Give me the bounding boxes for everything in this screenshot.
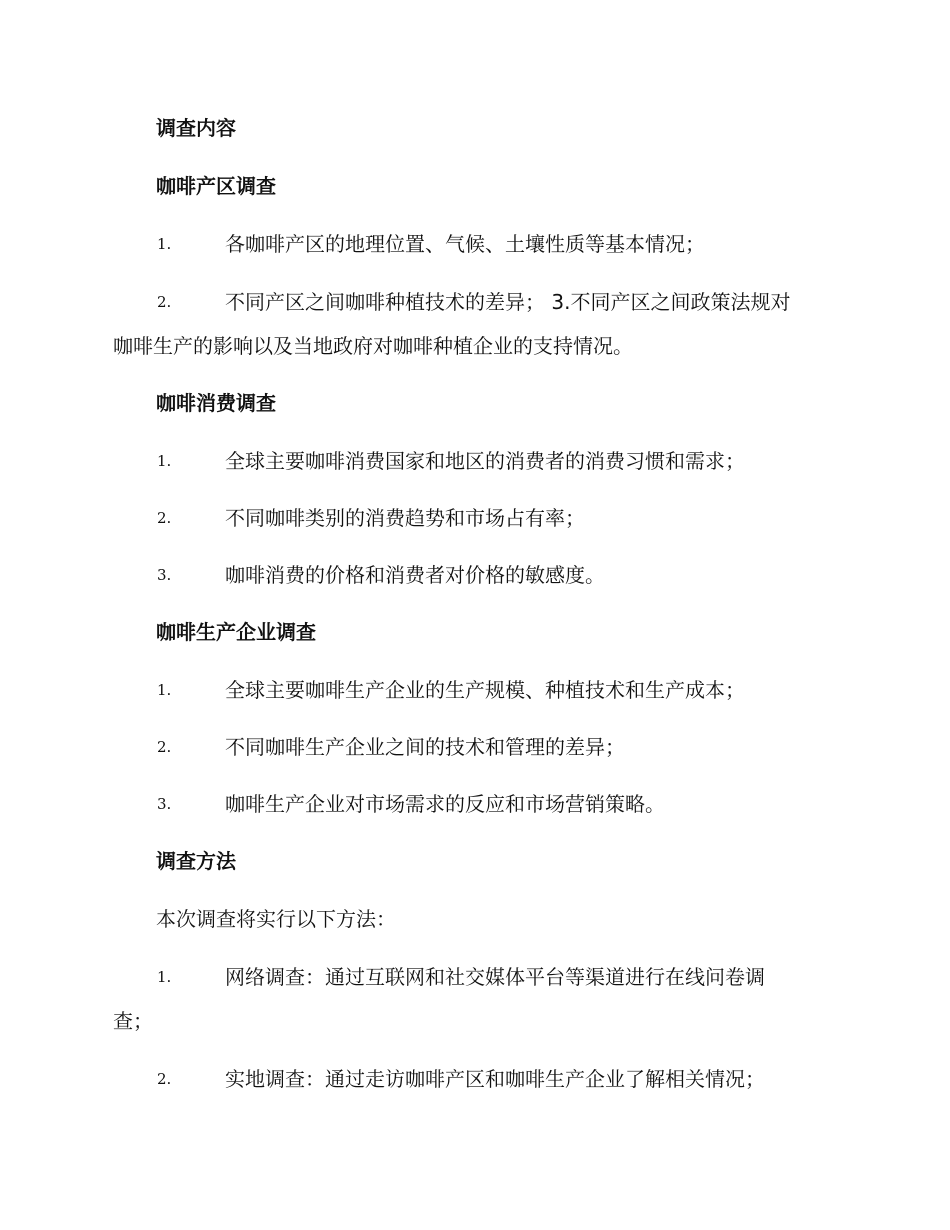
section-heading-origin: 咖啡产区调查: [156, 174, 276, 198]
list-item: 全球主要咖啡消费国家和地区的消费者的消费习惯和需求；: [225, 449, 745, 473]
list-item: 实地调查：通过走访咖啡产区和咖啡生产企业了解相关情况；: [225, 1067, 765, 1091]
list-item: 不同咖啡生产企业之间的技术和管理的差异；: [225, 735, 625, 759]
list-number: 2.: [157, 738, 172, 756]
list-item-continuation: 查；: [113, 1009, 153, 1033]
list-item: 全球主要咖啡生产企业的生产规模、种植技术和生产成本；: [225, 678, 745, 702]
list-item: 网络调查：通过互联网和社交媒体平台等渠道进行在线问卷调: [225, 965, 765, 989]
list-number: 3.: [157, 566, 172, 584]
list-number: 1.: [157, 968, 172, 986]
list-number: 1.: [157, 681, 172, 699]
list-item: 咖啡消费的价格和消费者对价格的敏感度。: [225, 563, 605, 587]
list-number: 2.: [157, 293, 172, 311]
list-number: 2.: [157, 509, 172, 527]
list-item: 不同咖啡类别的消费趋势和市场占有率；: [225, 506, 585, 530]
list-number: 1.: [157, 452, 172, 470]
list-number: 1.: [157, 235, 172, 253]
section-heading-content: 调查内容: [156, 116, 236, 140]
list-item: 咖啡生产企业对市场需求的反应和市场营销策略。: [225, 792, 665, 816]
list-item: 不同产区之间咖啡种植技术的差异； 3.不同产区之间政策法规对: [225, 290, 791, 314]
list-number: 3.: [157, 795, 172, 813]
section-heading-consumption: 咖啡消费调查: [156, 391, 276, 415]
list-item: 各咖啡产区的地理位置、气候、土壤性质等基本情况；: [225, 232, 705, 256]
list-item-continuation: 咖啡生产的影响以及当地政府对咖啡种植企业的支持情况。: [113, 334, 633, 358]
section-heading-methods: 调查方法: [156, 849, 236, 873]
section-heading-producers: 咖啡生产企业调查: [156, 620, 316, 644]
list-number: 2.: [157, 1070, 172, 1088]
methods-intro: 本次调查将实行以下方法：: [156, 907, 396, 931]
